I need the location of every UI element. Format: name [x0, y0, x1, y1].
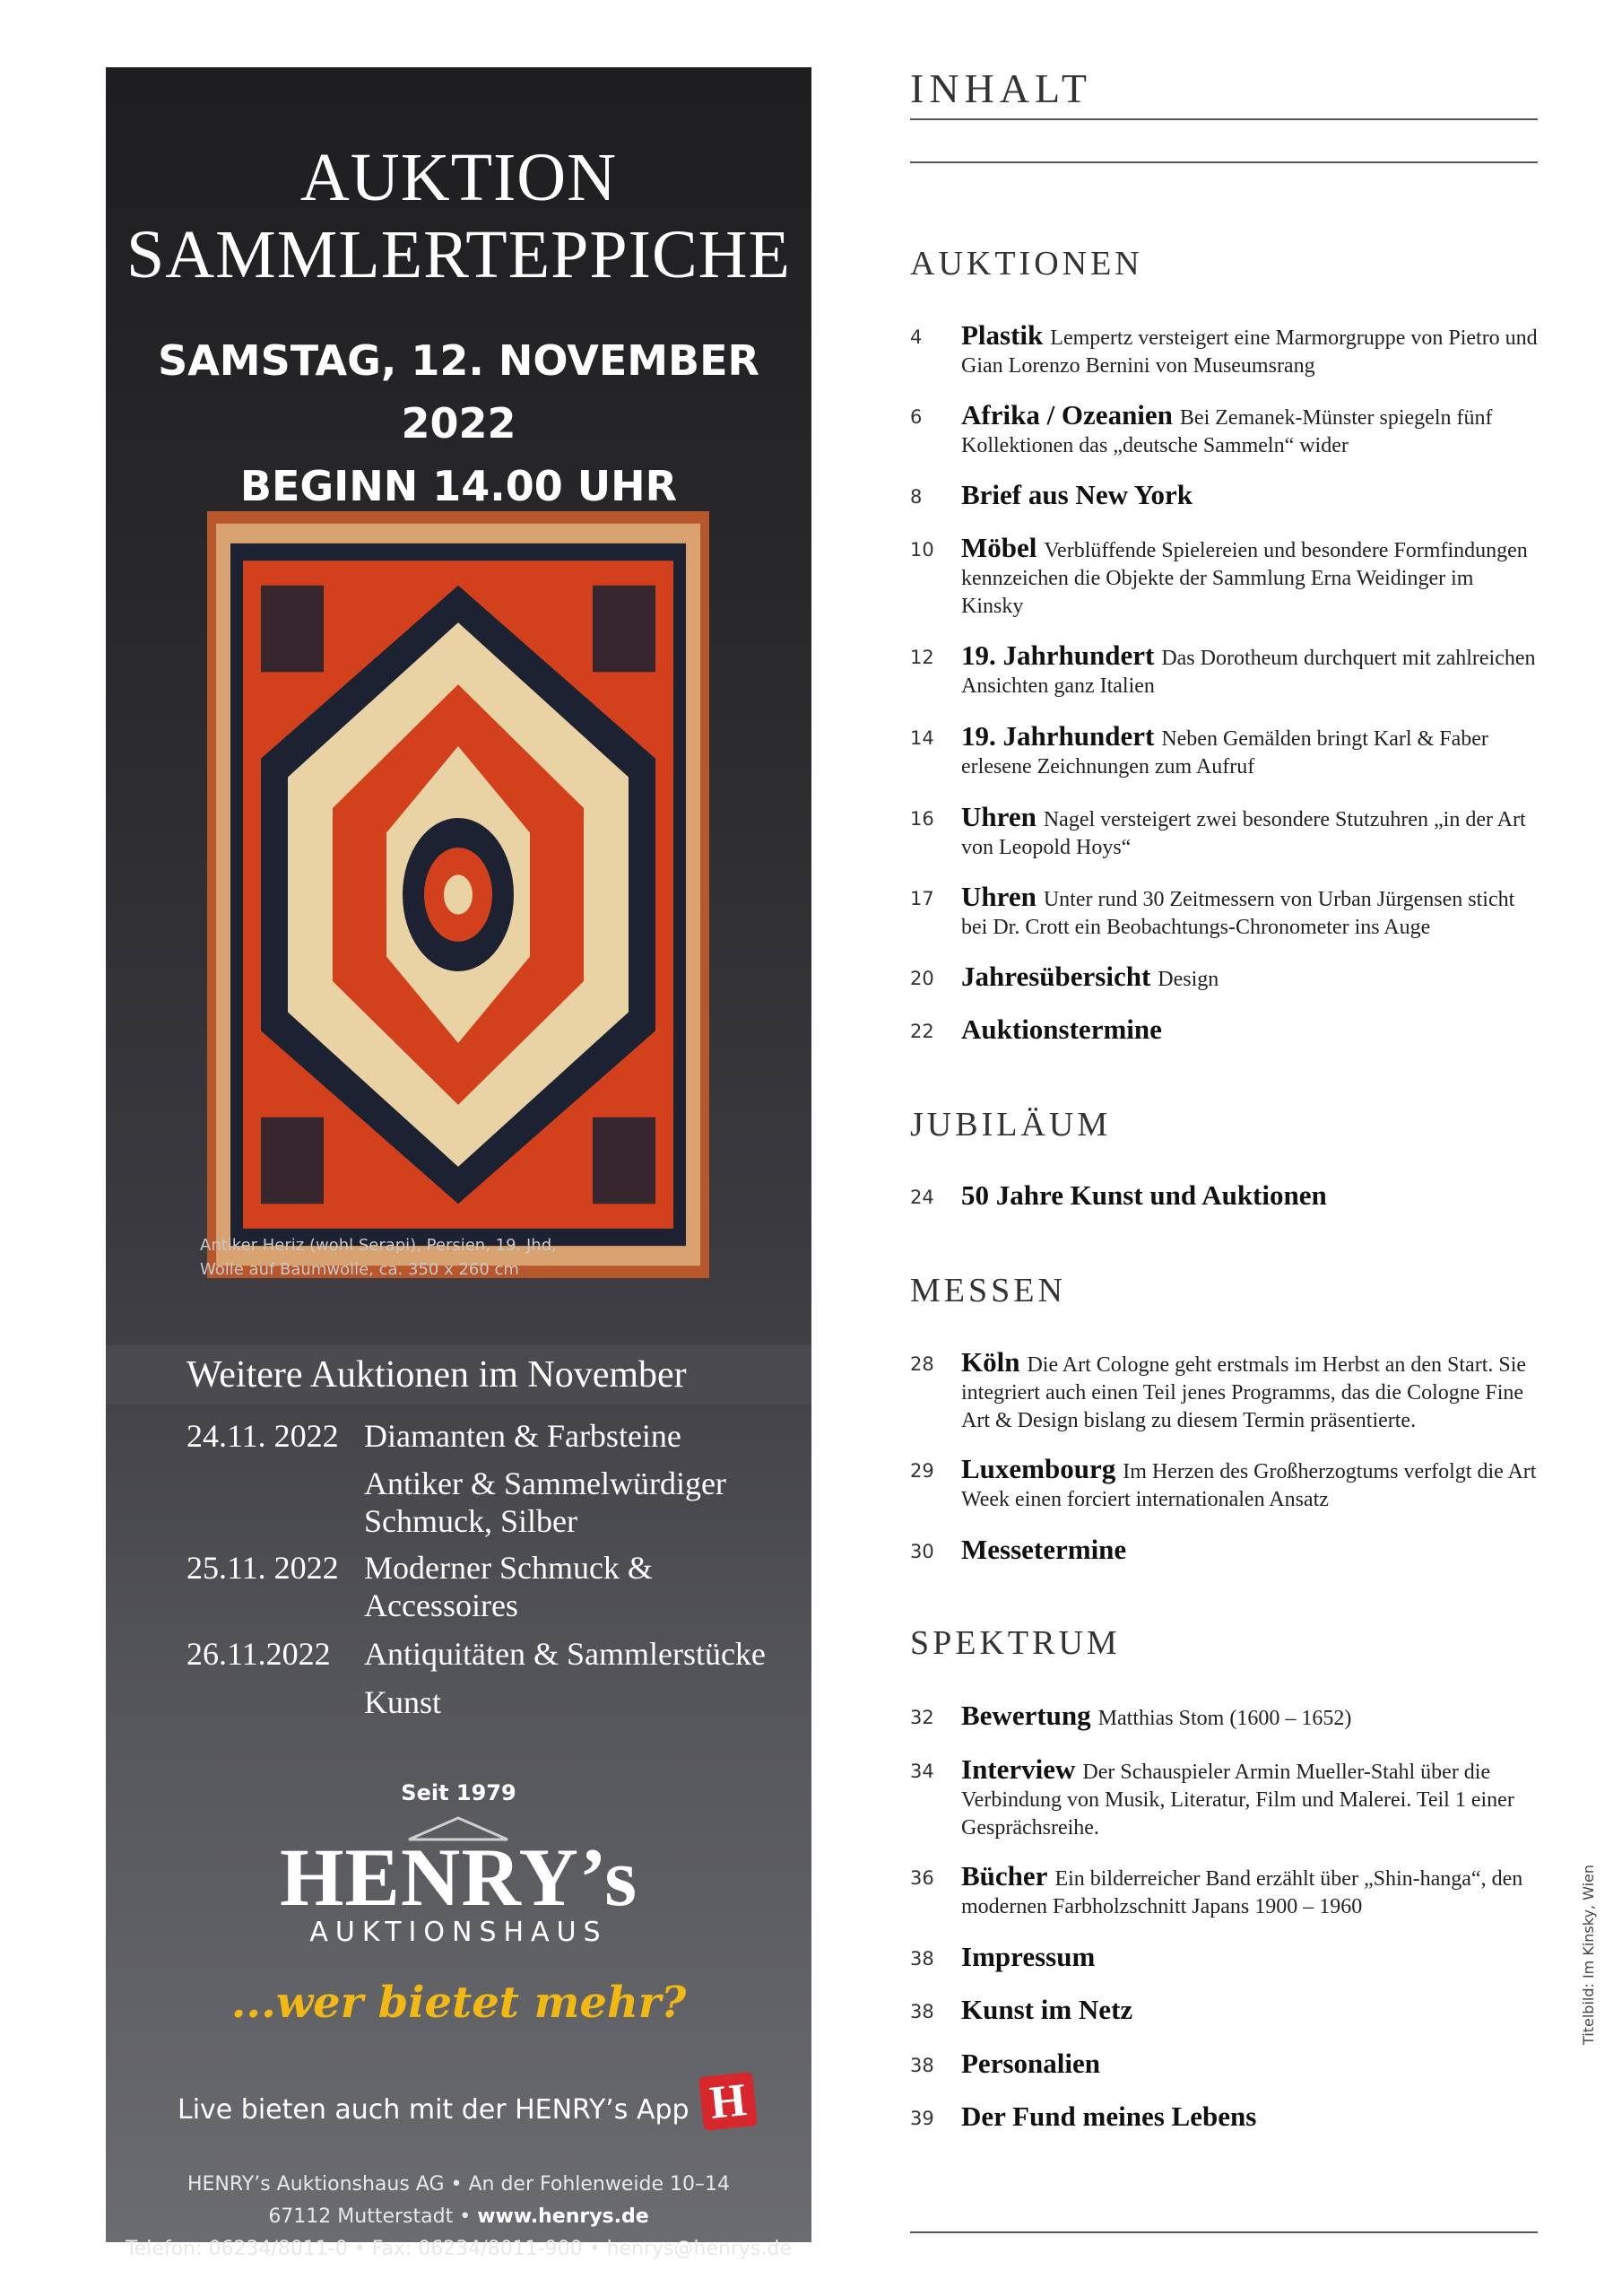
ad-title: [106, 139, 811, 293]
page-number: 12: [910, 647, 934, 668]
entry-description: Das Dorotheum durchquert mit zahlreichen Ansichten ganz Italien: [961, 647, 1536, 698]
rug-caption: Antiker Heriz (wohl Serapi), Persien, 19. Jhd, Wolle auf Baumwolle, ca. 350 x 260 cm: [200, 1236, 557, 1279]
app-icon-letter: H: [707, 2074, 750, 2129]
app-icon: [698, 2072, 758, 2131]
entry-description: Im Herzen des Großherzogtums verfolgt die Art Week einen forciert internationalen Ansatz: [961, 1460, 1537, 1511]
event-name: Diamanten & Farbsteine: [364, 1418, 681, 1454]
ad-title-line1: AUKTION: [299, 140, 618, 215]
divider: [910, 161, 1538, 163]
page-number: 36: [910, 1867, 934, 1889]
entry-description: Bei Zemanek-Münster spiegeln fünf Kollektionen das „deutsche Sammeln“ wider: [961, 406, 1493, 457]
website-link[interactable]: www.henrys.de: [477, 2205, 649, 2228]
entry-description: Design: [1158, 968, 1219, 991]
ad-time: BEGINN 14.00 UHR: [239, 462, 678, 510]
ad-date: SAMSTAG, 12. NOVEMBER 2022: [158, 336, 759, 448]
entry-title: 50 Jahre Kunst und Auktionen: [961, 1179, 1327, 1211]
page-number: 30: [910, 1541, 934, 1562]
since-label: Seit 1979: [401, 1780, 516, 1805]
entry-title: Brief aus New York: [961, 479, 1193, 510]
page-number: 32: [910, 1707, 934, 1728]
entry-title: Uhren: [961, 881, 1037, 912]
toc-title: INHALT: [910, 65, 1092, 111]
entry-title: Kunst im Netz: [961, 1994, 1133, 2025]
page-number: 8: [910, 486, 923, 508]
page-number: 38: [910, 1948, 934, 1970]
entry-title: Messetermine: [961, 1534, 1127, 1565]
entry-description: Der Schauspieler Armin Mueller-Stahl über die Verbindung von Musik, Literatur, Film und Malerei. Teil 1 einer Gesprächsreihe.: [961, 1761, 1514, 1839]
entry-title: Köln: [961, 1346, 1020, 1378]
page-number: 4: [910, 326, 923, 348]
entry-title: Möbel: [961, 532, 1037, 563]
event-date: 25.11. 2022: [186, 1550, 339, 1586]
entry-description: Neben Gemälden bringt Karl & Faber erlesene Zeichnungen zum Aufruf: [961, 727, 1488, 778]
page-number: 22: [910, 1021, 934, 1042]
entry-title: 19. Jahrhundert: [961, 639, 1155, 671]
page-number: 16: [910, 808, 934, 830]
page-number: 24: [910, 1187, 934, 1208]
page-number: 38: [910, 2055, 934, 2076]
entry-title: Afrika / Ozeanien: [961, 399, 1173, 430]
page-number: 28: [910, 1353, 934, 1375]
photo-credit: Titelbild: Im Kinsky, Wien: [1580, 1864, 1597, 2045]
rug-image: [207, 511, 709, 1278]
entry-title: Luxembourg: [961, 1453, 1116, 1484]
ad-title-line2: SAMMLERTEPPICHE: [126, 217, 791, 292]
event-name: Antiquitäten & Sammlerstücke: [364, 1636, 766, 1672]
entry-title: Personalien: [961, 2048, 1100, 2079]
section-heading: SPEKTRUM: [910, 1624, 1121, 1662]
section-heading: JUBILÄUM: [910, 1106, 1112, 1144]
ad-date-block: [106, 329, 811, 517]
entry-description: Die Art Cologne geht erstmals im Herbst an den Start. Sie integriert auch einen Teil jenes Programms, das die Cologne Fine Art & Design bislang zu diesem Termin präsentierte.: [961, 1353, 1527, 1432]
event-date: 24.11. 2022: [186, 1418, 339, 1454]
entry-title: Interview: [961, 1753, 1076, 1785]
entry-description: Lempertz versteigert eine Marmorgruppe von Pietro und Gian Lorenzo Bernini von Museumsrang: [961, 326, 1538, 378]
event-date: 26.11.2022: [186, 1636, 331, 1672]
divider: [910, 118, 1538, 120]
entry-description: Matthias Stom (1600 – 1652): [1097, 1707, 1352, 1730]
rug-illustration: [207, 511, 709, 1278]
entry-title: Jahresübersicht: [961, 961, 1151, 992]
logo-name: HENRY’s: [279, 1831, 638, 1923]
section-heading: AUKTIONEN: [910, 245, 1143, 283]
event-name: Antiker & Sammelwürdiger Schmuck, Silber: [364, 1465, 726, 1539]
app-line: Live bieten auch mit der HENRY’s App: [178, 2094, 690, 2126]
page-number: 10: [910, 539, 934, 561]
page-number: 6: [910, 406, 923, 428]
page-number: 29: [910, 1460, 934, 1482]
address-contact: Telefon: 06234/8011-0 • Fax: 06234/8011-900 • henrys@henrys.de: [126, 2238, 792, 2260]
address-line: HENRY’s Auktionshaus AG • An der Fohlenweide 10–14: [186, 2173, 730, 2196]
event-name: Moderner Schmuck & Accessoires: [364, 1550, 653, 1623]
entry-description: Ein bilderreicher Band erzählt über „Shin-hanga“, den modernen Farbholzschnitt Japans 1900 – 1960: [961, 1867, 1523, 1918]
entry-title: Plastik: [961, 319, 1044, 351]
page-number: 34: [910, 1761, 934, 1782]
entry-title: Bücher: [961, 1860, 1048, 1892]
entry-description: Unter rund 30 Zeitmessern von Urban Jürgensen sticht bei Dr. Crott ein Beobachtungs-Chronometer ins Auge: [961, 888, 1515, 939]
entry-title: Auktionstermine: [961, 1013, 1162, 1045]
entry-title: 19. Jahrhundert: [961, 720, 1155, 752]
entry-title: Bewertung: [961, 1700, 1091, 1731]
address-city-line: [106, 2205, 811, 2228]
address-city: 67112 Mutterstadt •: [268, 2205, 472, 2228]
page-number: 14: [910, 727, 934, 749]
divider: [910, 2231, 1538, 2233]
page-number: 38: [910, 2001, 934, 2022]
section-heading: MESSEN: [910, 1272, 1066, 1309]
entry-description: Verblüffende Spielereien und besondere Formfindungen kennzeichen die Objekte der Sammlung Erna Weidinger im Kinsky: [961, 539, 1528, 618]
page-number: 17: [910, 888, 934, 909]
slogan: ...wer bietet mehr?: [230, 1978, 687, 2028]
entry-description: Nagel versteigert zwei besondere Stutzuhren „in der Art von Leopold Hoys“: [961, 808, 1526, 859]
page-number: 20: [910, 968, 934, 989]
entry-title: Impressum: [961, 1941, 1096, 1972]
henrys-advertisement: [106, 67, 811, 2260]
logo-subtitle: AUKTIONSHAUS: [309, 1917, 608, 1948]
entry-title: Uhren: [961, 801, 1037, 832]
more-auctions-title: Weitere Auktionen im November: [186, 1354, 687, 1396]
page-number: 39: [910, 2108, 934, 2129]
event-name: Kunst: [364, 1684, 442, 1720]
entry-title: Der Fund meines Lebens: [961, 2100, 1257, 2132]
